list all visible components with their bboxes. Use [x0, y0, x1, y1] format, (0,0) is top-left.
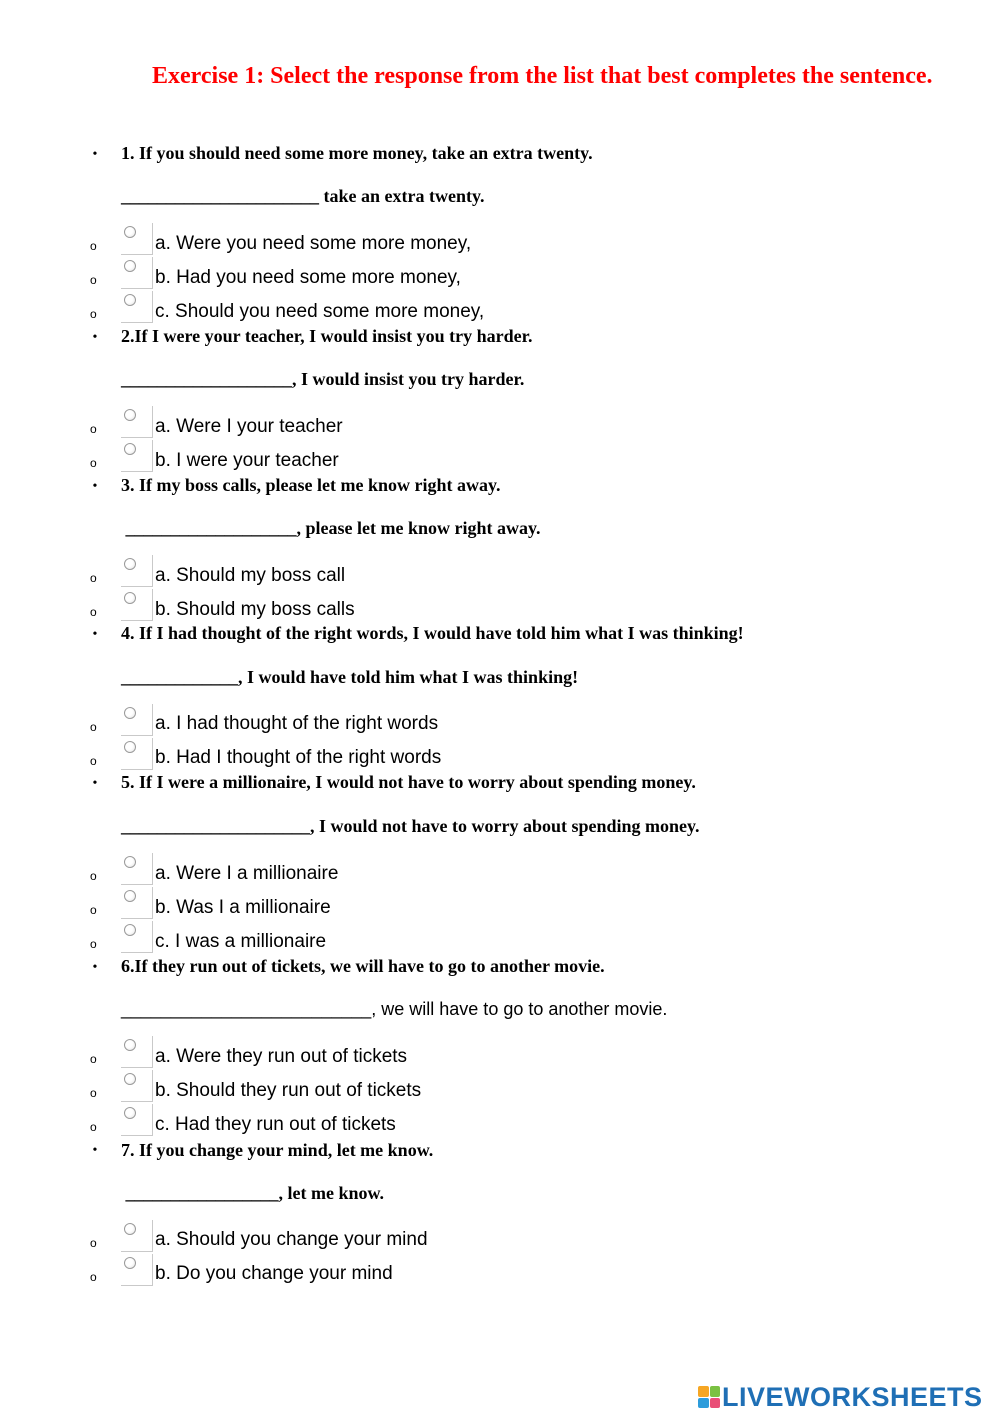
option-3b-label: b. Should my boss calls — [155, 599, 355, 620]
question-1-blank: ______________________ take an extra twenty. — [121, 186, 485, 206]
question-5-blank: _____________________, I would not have to worry about spending money. — [121, 816, 700, 836]
option-6a-radio-frame — [121, 1036, 153, 1068]
question-bullet — [90, 1146, 100, 1156]
option-4a-radio-frame — [121, 704, 153, 736]
logo-text: LIVEWORKSHEETS — [722, 1381, 983, 1412]
option-5c-label: c. I was a millionaire — [155, 931, 327, 952]
option-bullet — [90, 1053, 102, 1065]
option-7a-radio[interactable] — [124, 1223, 136, 1235]
option-bullet — [90, 240, 102, 252]
option-5a-label: a. Were I a millionaire — [155, 863, 339, 884]
question-5-text: 5. If I were a millionaire, I would not have to worry about spending money. — [121, 772, 696, 792]
question-7-blank: _________________, let me know. — [121, 1183, 384, 1203]
option-1b-label: b. Had you need some more money, — [155, 267, 461, 288]
question-6-blank: _________________________, we will have to go to another movie. — [121, 999, 668, 1019]
option-5a-radio-frame — [121, 853, 153, 885]
question-bullet — [90, 150, 100, 160]
option-3a-radio[interactable] — [124, 558, 136, 570]
option-6b-radio-frame — [121, 1070, 153, 1102]
liveworksheets-logo — [698, 1382, 983, 1412]
question-3-text: 3. If my boss calls, please let me know right away. — [121, 475, 501, 495]
question-1-text: 1. If you should need some more money, take an extra twenty. — [121, 143, 593, 163]
question-6-text: 6.If they run out of tickets, we will have to go to another movie. — [121, 956, 605, 976]
option-bullet — [90, 1237, 102, 1249]
option-5c-radio-frame — [121, 921, 153, 953]
option-1a-label: a. Were you need some more money, — [155, 233, 472, 254]
question-7-text: 7. If you change your mind, let me know. — [121, 1140, 434, 1160]
option-7b-radio-frame — [121, 1254, 153, 1286]
question-2-text: 2.If I were your teacher, I would insist you try harder. — [121, 326, 533, 346]
option-6c-radio-frame — [121, 1104, 153, 1136]
question-bullet — [90, 333, 100, 343]
option-bullet — [90, 755, 102, 767]
option-3a-radio-frame — [121, 555, 153, 587]
option-2a-label: a. Were I your teacher — [155, 416, 343, 437]
exercise-title: Exercise 1: Select the response from the list that best completes the sentence. — [152, 63, 933, 89]
option-6a-radio[interactable] — [124, 1039, 136, 1051]
question-2-blank: ___________________, I would insist you try harder. — [121, 369, 525, 389]
option-bullet — [90, 423, 102, 435]
option-bullet — [90, 457, 102, 469]
option-2a-radio[interactable] — [124, 409, 136, 421]
option-6c-label: c. Had they run out of tickets — [155, 1114, 396, 1135]
option-bullet — [90, 606, 102, 618]
question-4-text: 4. If I had thought of the right words, I would have told him what I was thinking! — [121, 623, 744, 643]
option-5b-label: b. Was I a millionaire — [155, 897, 331, 918]
option-bullet — [90, 572, 102, 584]
option-2a-radio-frame — [121, 406, 153, 438]
question-3-blank: ___________________, please let me know right away. — [121, 518, 541, 538]
option-6b-radio[interactable] — [124, 1073, 136, 1085]
option-7a-radio-frame — [121, 1220, 153, 1252]
option-1c-radio[interactable] — [124, 294, 136, 306]
question-bullet — [90, 779, 100, 789]
option-bullet — [90, 1087, 102, 1099]
option-bullet — [90, 274, 102, 286]
option-bullet — [90, 1121, 102, 1133]
option-4a-radio[interactable] — [124, 707, 136, 719]
option-1a-radio[interactable] — [124, 226, 136, 238]
option-1a-radio-frame — [121, 223, 153, 255]
liveworksheets-logo-icon — [698, 1386, 720, 1408]
question-4-blank: _____________, I would have told him what I was thinking! — [121, 667, 579, 687]
option-5a-radio[interactable] — [124, 856, 136, 868]
option-6b-label: b. Should they run out of tickets — [155, 1080, 422, 1101]
option-5b-radio[interactable] — [124, 890, 136, 902]
option-5b-radio-frame — [121, 887, 153, 919]
option-2b-label: b. I were your teacher — [155, 450, 339, 471]
question-bullet — [90, 630, 100, 640]
option-6a-label: a. Were they run out of tickets — [155, 1046, 408, 1067]
option-1b-radio-frame — [121, 257, 153, 289]
option-4b-radio[interactable] — [124, 741, 136, 753]
option-1c-label: c. Should you need some more money, — [155, 301, 485, 322]
option-7a-label: a. Should you change your mind — [155, 1229, 428, 1250]
option-1c-radio-frame — [121, 291, 153, 323]
option-3a-label: a. Should my boss call — [155, 565, 346, 586]
option-3b-radio-frame — [121, 589, 153, 621]
option-bullet — [90, 1271, 102, 1283]
option-6c-radio[interactable] — [124, 1107, 136, 1119]
option-3b-radio[interactable] — [124, 592, 136, 604]
option-bullet — [90, 904, 102, 916]
option-bullet — [90, 938, 102, 950]
option-7b-label: b. Do you change your mind — [155, 1263, 393, 1284]
option-5c-radio[interactable] — [124, 924, 136, 936]
option-bullet — [90, 721, 102, 733]
option-bullet — [90, 870, 102, 882]
option-7b-radio[interactable] — [124, 1257, 136, 1269]
question-bullet — [90, 963, 100, 973]
option-bullet — [90, 308, 102, 320]
option-1b-radio[interactable] — [124, 260, 136, 272]
option-4b-label: b. Had I thought of the right words — [155, 747, 442, 768]
option-4b-radio-frame — [121, 738, 153, 770]
option-2b-radio[interactable] — [124, 443, 136, 455]
question-bullet — [90, 482, 100, 492]
option-2b-radio-frame — [121, 440, 153, 472]
option-4a-label: a. I had thought of the right words — [155, 713, 439, 734]
